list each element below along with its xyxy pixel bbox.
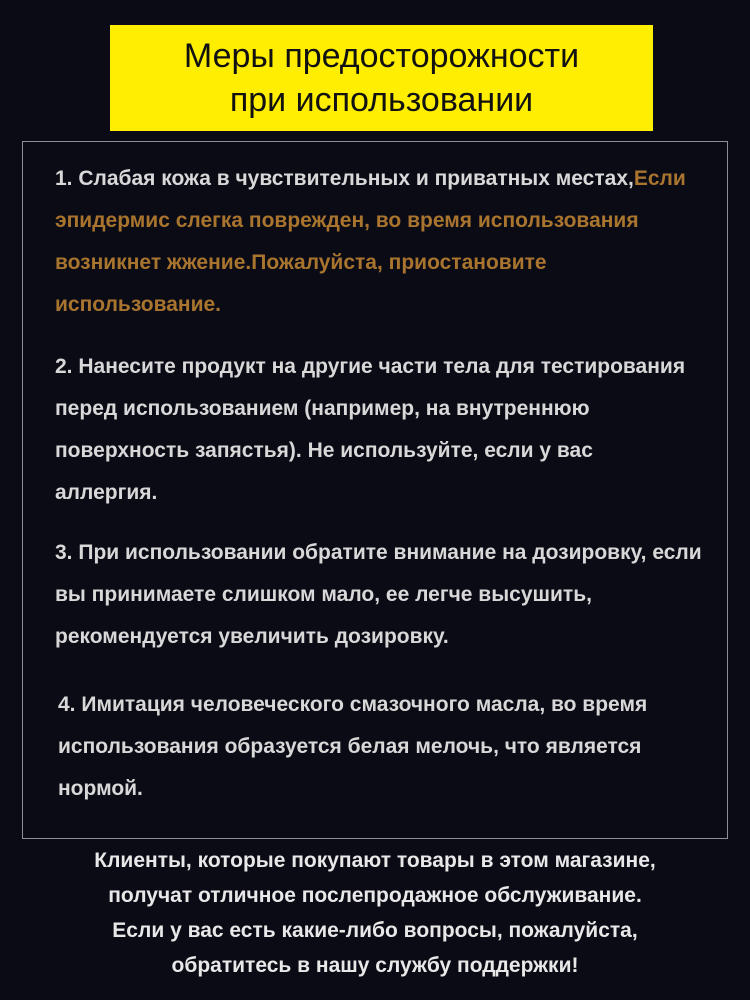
title-line-2: при использовании: [229, 81, 534, 119]
footer-line-4: обратитесь в нашу службу поддержки!: [171, 954, 579, 977]
precaution-item-3: 3. При использовании обратите внимание на дозировку, если вы принимаете слишком мало, ее легче высушить, рекомендуется увеличить дозировку.: [55, 541, 702, 648]
title-line-1: Меры предосторожности: [183, 37, 580, 75]
precaution-item-1: [55, 158, 695, 326]
precaution-item-1-text: 1. Слабая кожа в чувствительных и приватных местах,: [55, 167, 634, 190]
precaution-item-4: 4. Имитация человеческого смазочного масла, во время использования образуется белая мелочь, что является нормой.: [58, 693, 648, 800]
precaution-item-1-highlight: Если эпидермис слегка поврежден, во время использования возникнет жжение.Пожалуйста, приостановите использование.: [55, 167, 686, 316]
precaution-item-2: 2. Нанесите продукт на другие части тела для тестирования перед использованием (например, на внутреннюю поверхность запястья). Не используйте, если у вас аллергия.: [55, 355, 686, 504]
service-footer: [0, 843, 750, 983]
footer-line-1: Клиенты, которые покупают товары в этом магазине,: [94, 849, 656, 872]
title-banner: [110, 25, 653, 131]
footer-line-2: получат отличное послепродажное обслуживание.: [108, 884, 642, 907]
footer-line-3: Если у вас есть какие-либо вопросы, пожалуйста,: [112, 919, 638, 942]
